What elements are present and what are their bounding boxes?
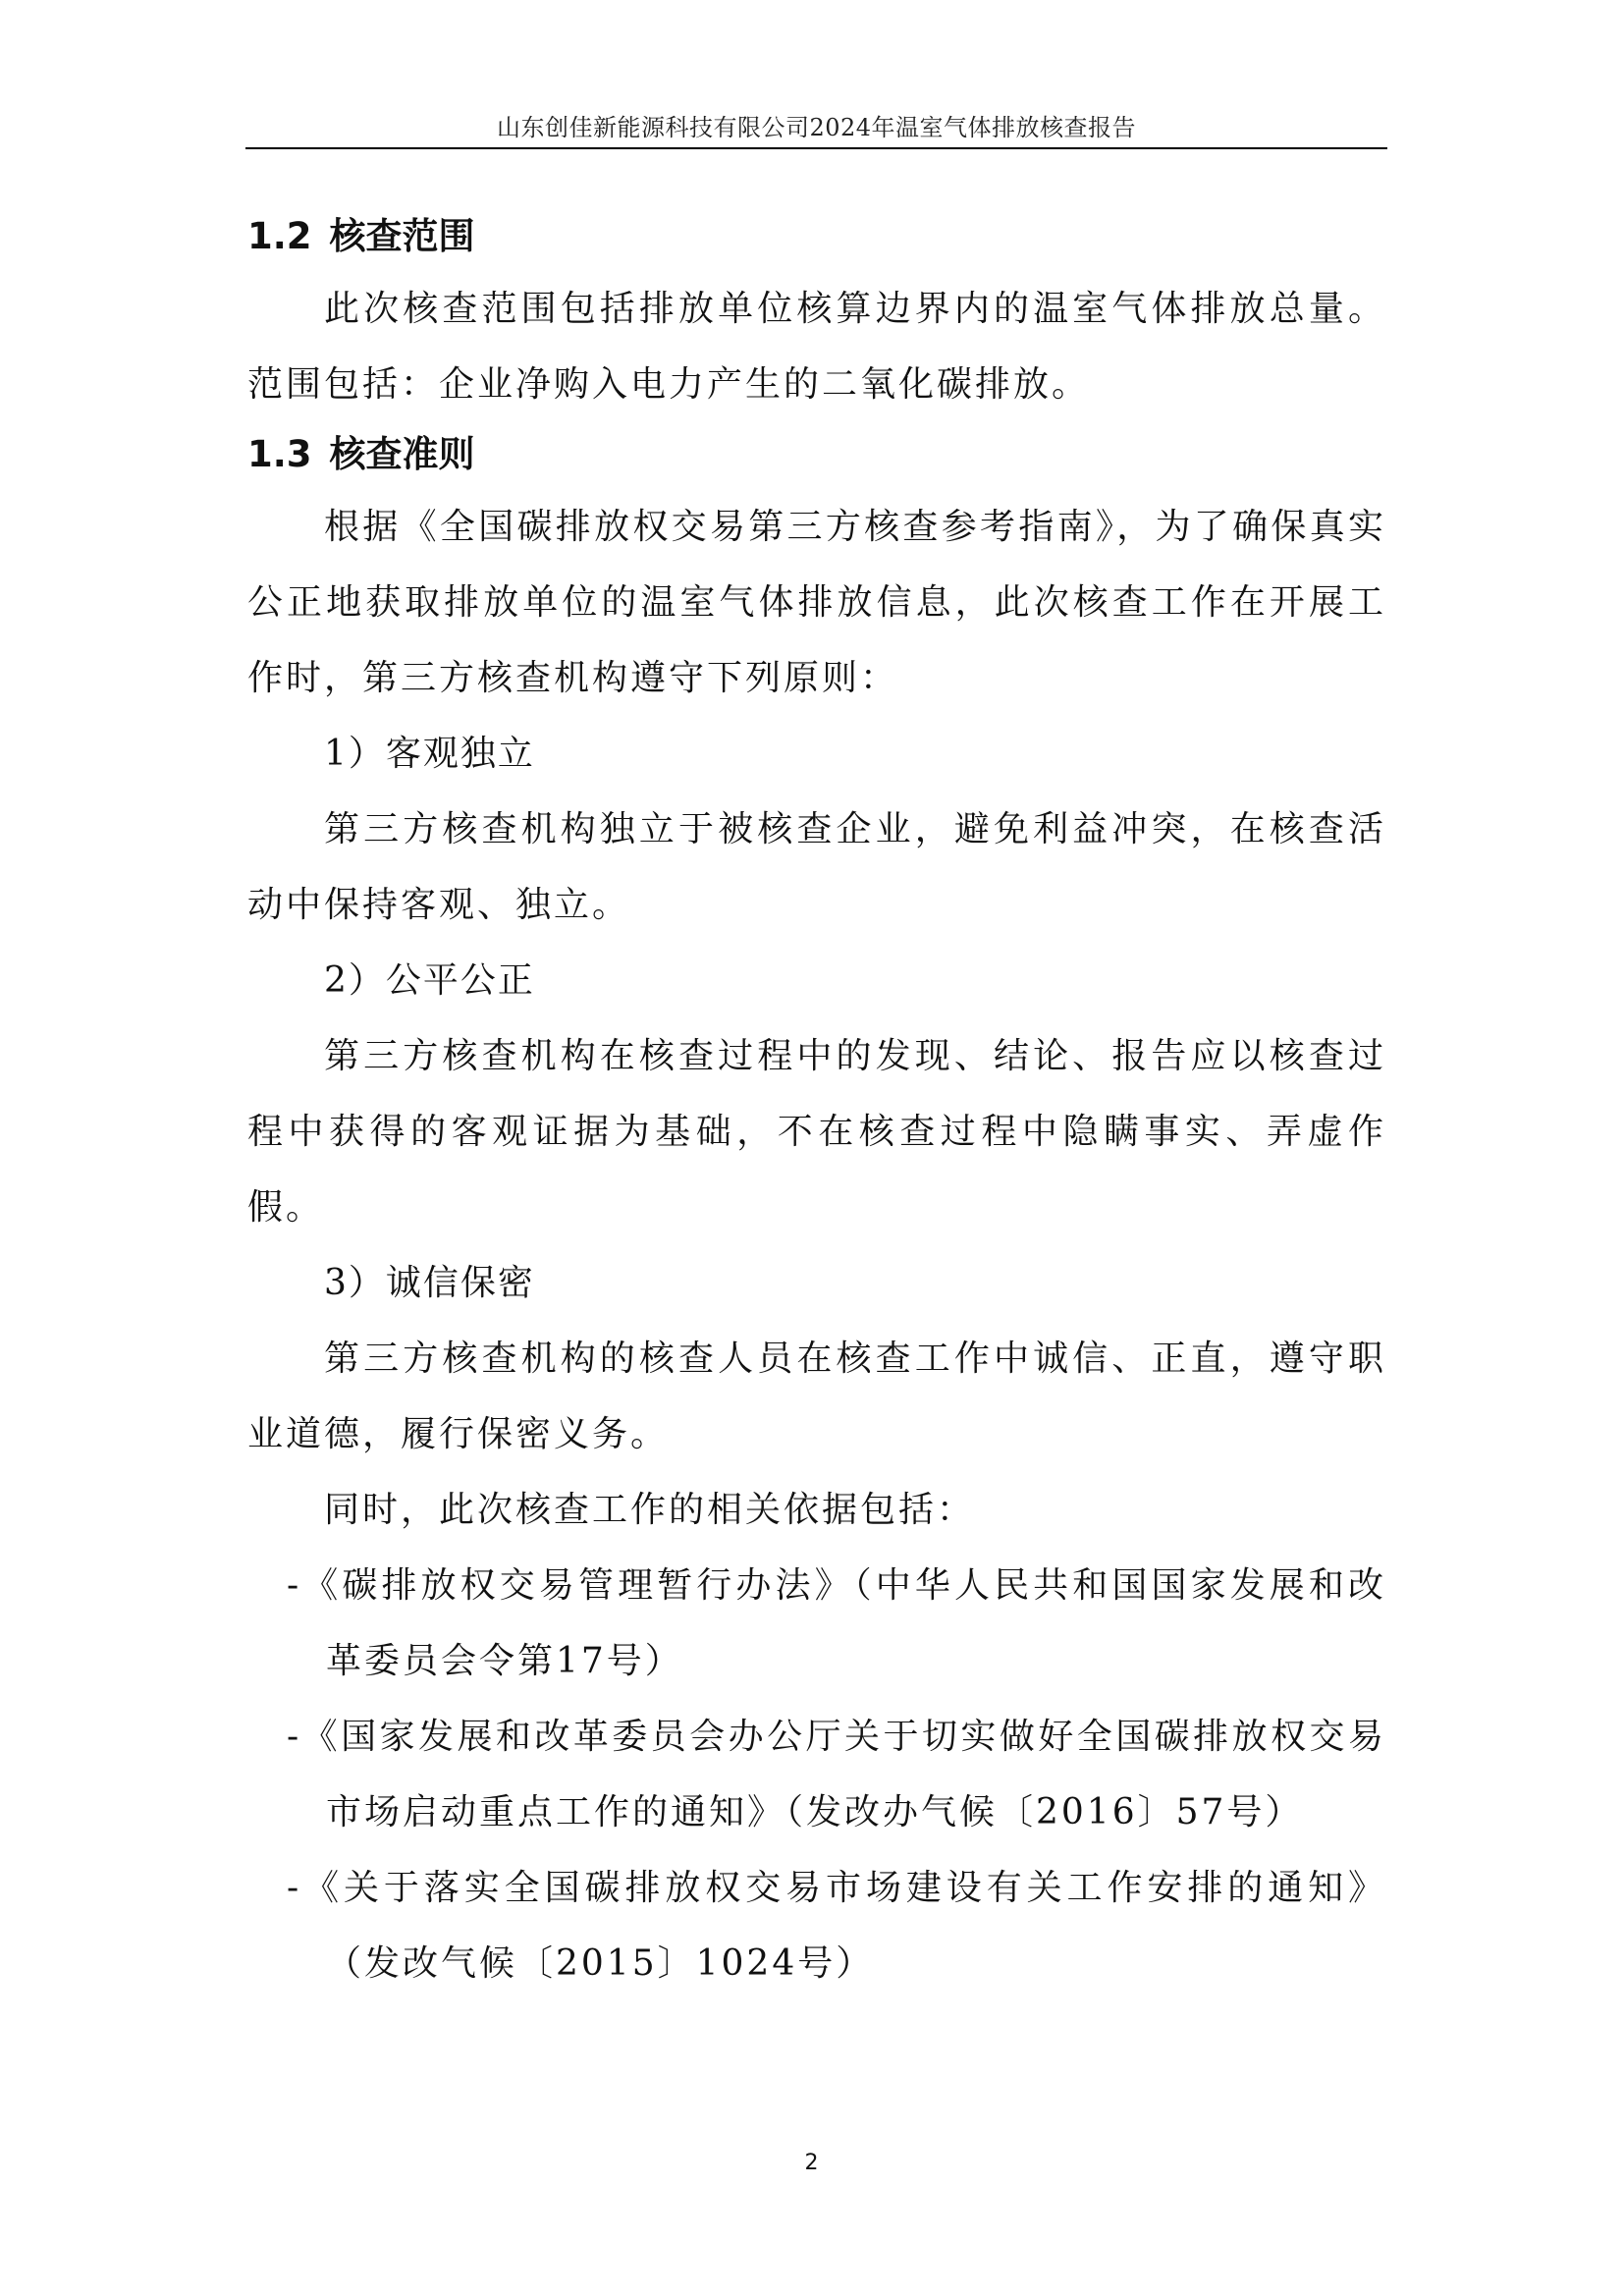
section-heading-1-2	[247, 212, 1386, 261]
basis-intro-paragraph: 同时，此次核查工作的相关依据包括：	[324, 1490, 976, 1530]
section-heading-1-3	[247, 430, 1386, 479]
page-number: 2	[804, 2151, 819, 2175]
header-divider	[245, 147, 1387, 149]
reference-item: -《碳排放权交易管理暂行办法》（中华人民共和国国家发展和改革委员会令第17号）	[287, 1565, 1386, 1681]
section-number: 1.2	[247, 215, 312, 257]
criteria-intro-paragraph: 根据《全国碳排放权交易第三方核查参考指南》，为了确保真实公正地获取排放单位的温室气体排放信息，此次核查工作在开展工作时，第三方核查机构遵守下列原则：	[247, 507, 1386, 698]
principle-label: 3）诚信保密	[324, 1263, 535, 1303]
reference-item: -《国家发展和改革委员会办公厅关于切实做好全国碳排放权交易市场启动重点工作的通知》（发改办气候〔2016〕57号）	[287, 1717, 1386, 1832]
principle-label: 1）客观独立	[324, 734, 535, 774]
principle-text: 第三方核查机构独立于被核查企业，避免利益冲突，在核查活动中保持客观、独立。	[247, 809, 1386, 925]
reference-item: -《关于落实全国碳排放权交易市场建设有关工作安排的通知》（发改气候〔2015〕1024号）	[287, 1868, 1386, 1984]
principle-text: 第三方核查机构在核查过程中的发现、结论、报告应以核查过程中获得的客观证据为基础，不在核查过程中隐瞒事实、弄虚作假。	[247, 1036, 1386, 1228]
page-content	[247, 204, 1386, 2001]
scope-paragraph: 此次核查范围包括排放单位核算边界内的温室气体排放总量。范围包括：企业净购入电力产生的二氧化碳排放。	[247, 289, 1386, 405]
principle-label: 2）公平公正	[324, 960, 535, 1001]
page-header-title: 山东创佳新能源科技有限公司2024年温室气体排放核查报告	[496, 114, 1137, 141]
section-number: 1.3	[247, 433, 312, 475]
section-title: 核查范围	[329, 215, 475, 257]
section-title: 核查准则	[329, 433, 475, 475]
principle-text: 第三方核查机构的核查人员在核查工作中诚信、正直，遵守职业道德，履行保密义务。	[247, 1339, 1386, 1454]
